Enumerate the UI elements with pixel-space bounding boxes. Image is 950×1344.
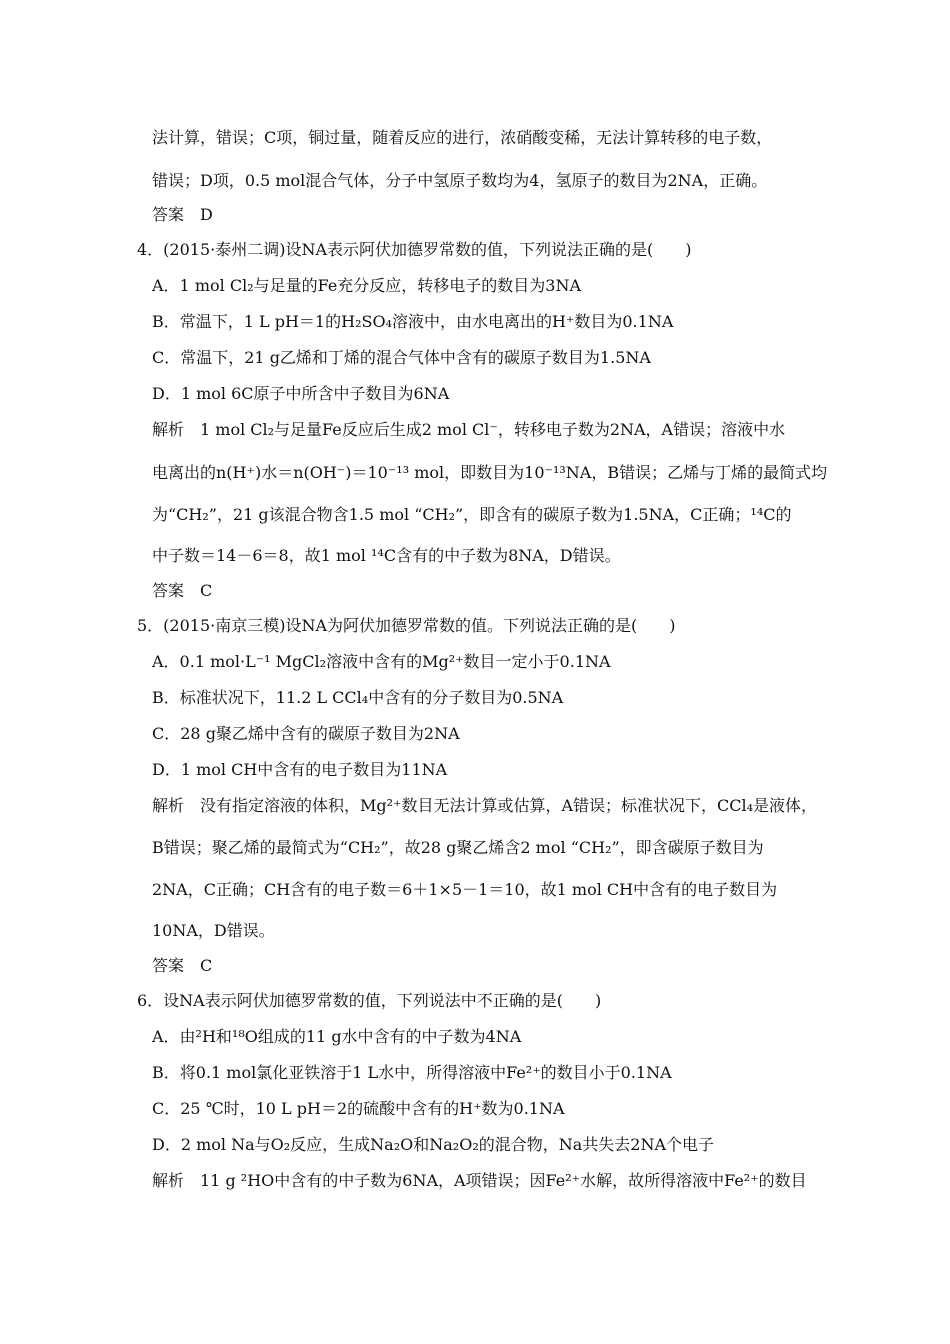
question-6-option-c: C．25 ℃时，10 L pH＝2的硫酸中含有的H⁺数为0.1NA bbox=[152, 1099, 565, 1118]
question-4-option-a: A．1 mol Cl₂与足量的Fe充分反应，转移电子的数目为3NA bbox=[152, 276, 582, 295]
question-4-analysis: 为“CH₂”，21 g该混合物含1.5 mol “CH₂”，即含有的碳原子数为1.5NA，C正确；¹⁴C的 bbox=[152, 505, 792, 524]
text-line: 法计算，错误；C项，铜过量，随着反应的进行，浓硝酸变稀，无法计算转移的电子数， bbox=[152, 128, 773, 147]
question-6-option-a: A．由²H和¹⁸O组成的11 g水中含有的中子数为4NA bbox=[152, 1027, 522, 1046]
question-4-analysis: 解析 1 mol Cl₂与足量Fe反应后生成2 mol Cl⁻，转移电子数为2NA，A错误；溶液中水 bbox=[152, 420, 786, 439]
text-line: 错误；D项，0.5 mol混合气体，分子中氢原子数均为4，氢原子的数目为2NA，正确。 bbox=[152, 171, 768, 190]
answer-line: 答案 D bbox=[152, 205, 213, 224]
question-5-analysis: 10NA，D错误。 bbox=[152, 921, 275, 940]
question-4-option-c: C．常温下，21 g乙烯和丁烯的混合气体中含有的碳原子数目为1.5NA bbox=[152, 348, 651, 367]
answer-line: 答案 C bbox=[152, 956, 213, 975]
question-6-stem: 6．设NA表示阿伏加德罗常数的值，下列说法中不正确的是( ) bbox=[137, 991, 602, 1010]
question-4-stem: 4．(2015·泰州二调)设NA表示阿伏加德罗常数的值，下列说法正确的是( ) bbox=[137, 240, 692, 259]
question-5-option-a: A．0.1 mol·L⁻¹ MgCl₂溶液中含有的Mg²⁺数目一定小于0.1NA bbox=[152, 652, 611, 671]
question-6-analysis: 解析 11 g ²HO中含有的中子数为6NA，A项错误；因Fe²⁺水解，故所得溶液中Fe²⁺的数目 bbox=[152, 1171, 807, 1190]
question-4-option-d: D．1 mol 6C原子中所含中子数目为6NA bbox=[152, 384, 450, 403]
question-4-analysis: 电离出的n(H⁺)水＝n(OH⁻)＝10⁻¹³ mol，即数目为10⁻¹³NA，B错误；乙烯与丁烯的最简式均 bbox=[152, 463, 828, 482]
question-5-analysis: 2NA，C正确；CH含有的电子数＝6＋1×5－1＝10，故1 mol CH中含有的电子数目为 bbox=[152, 880, 778, 899]
question-5-option-d: D．1 mol CH中含有的电子数目为11NA bbox=[152, 760, 448, 779]
answer-line: 答案 C bbox=[152, 581, 213, 600]
question-5-option-b: B．标准状况下，11.2 L CCl₄中含有的分子数目为0.5NA bbox=[152, 688, 564, 707]
question-4-option-b: B．常温下，1 L pH＝1的H₂SO₄溶液中，由水电离出的H⁺数目为0.1NA bbox=[152, 312, 674, 331]
question-4-analysis: 中子数＝14－6＝8，故1 mol ¹⁴C含有的中子数为8NA，D错误。 bbox=[152, 546, 621, 565]
question-5-stem: 5．(2015·南京三模)设NA为阿伏加德罗常数的值。下列说法正确的是( ) bbox=[137, 616, 676, 635]
question-5-analysis: B错误；聚乙烯的最简式为“CH₂”，故28 g聚乙烯含2 mol “CH₂”，即含碳原子数目为 bbox=[152, 838, 764, 857]
question-6-option-b: B．将0.1 mol氯化亚铁溶于1 L水中，所得溶液中Fe²⁺的数目小于0.1NA bbox=[152, 1063, 672, 1082]
question-6-option-d: D．2 mol Na与O₂反应，生成Na₂O和Na₂O₂的混合物，Na共失去2NA个电子 bbox=[152, 1135, 715, 1154]
question-5-analysis: 解析 没有指定溶液的体积，Mg²⁺数目无法计算或估算，A错误；标准状况下，CCl₄是液体， bbox=[152, 796, 818, 815]
question-5-option-c: C．28 g聚乙烯中含有的碳原子数目为2NA bbox=[152, 724, 460, 743]
